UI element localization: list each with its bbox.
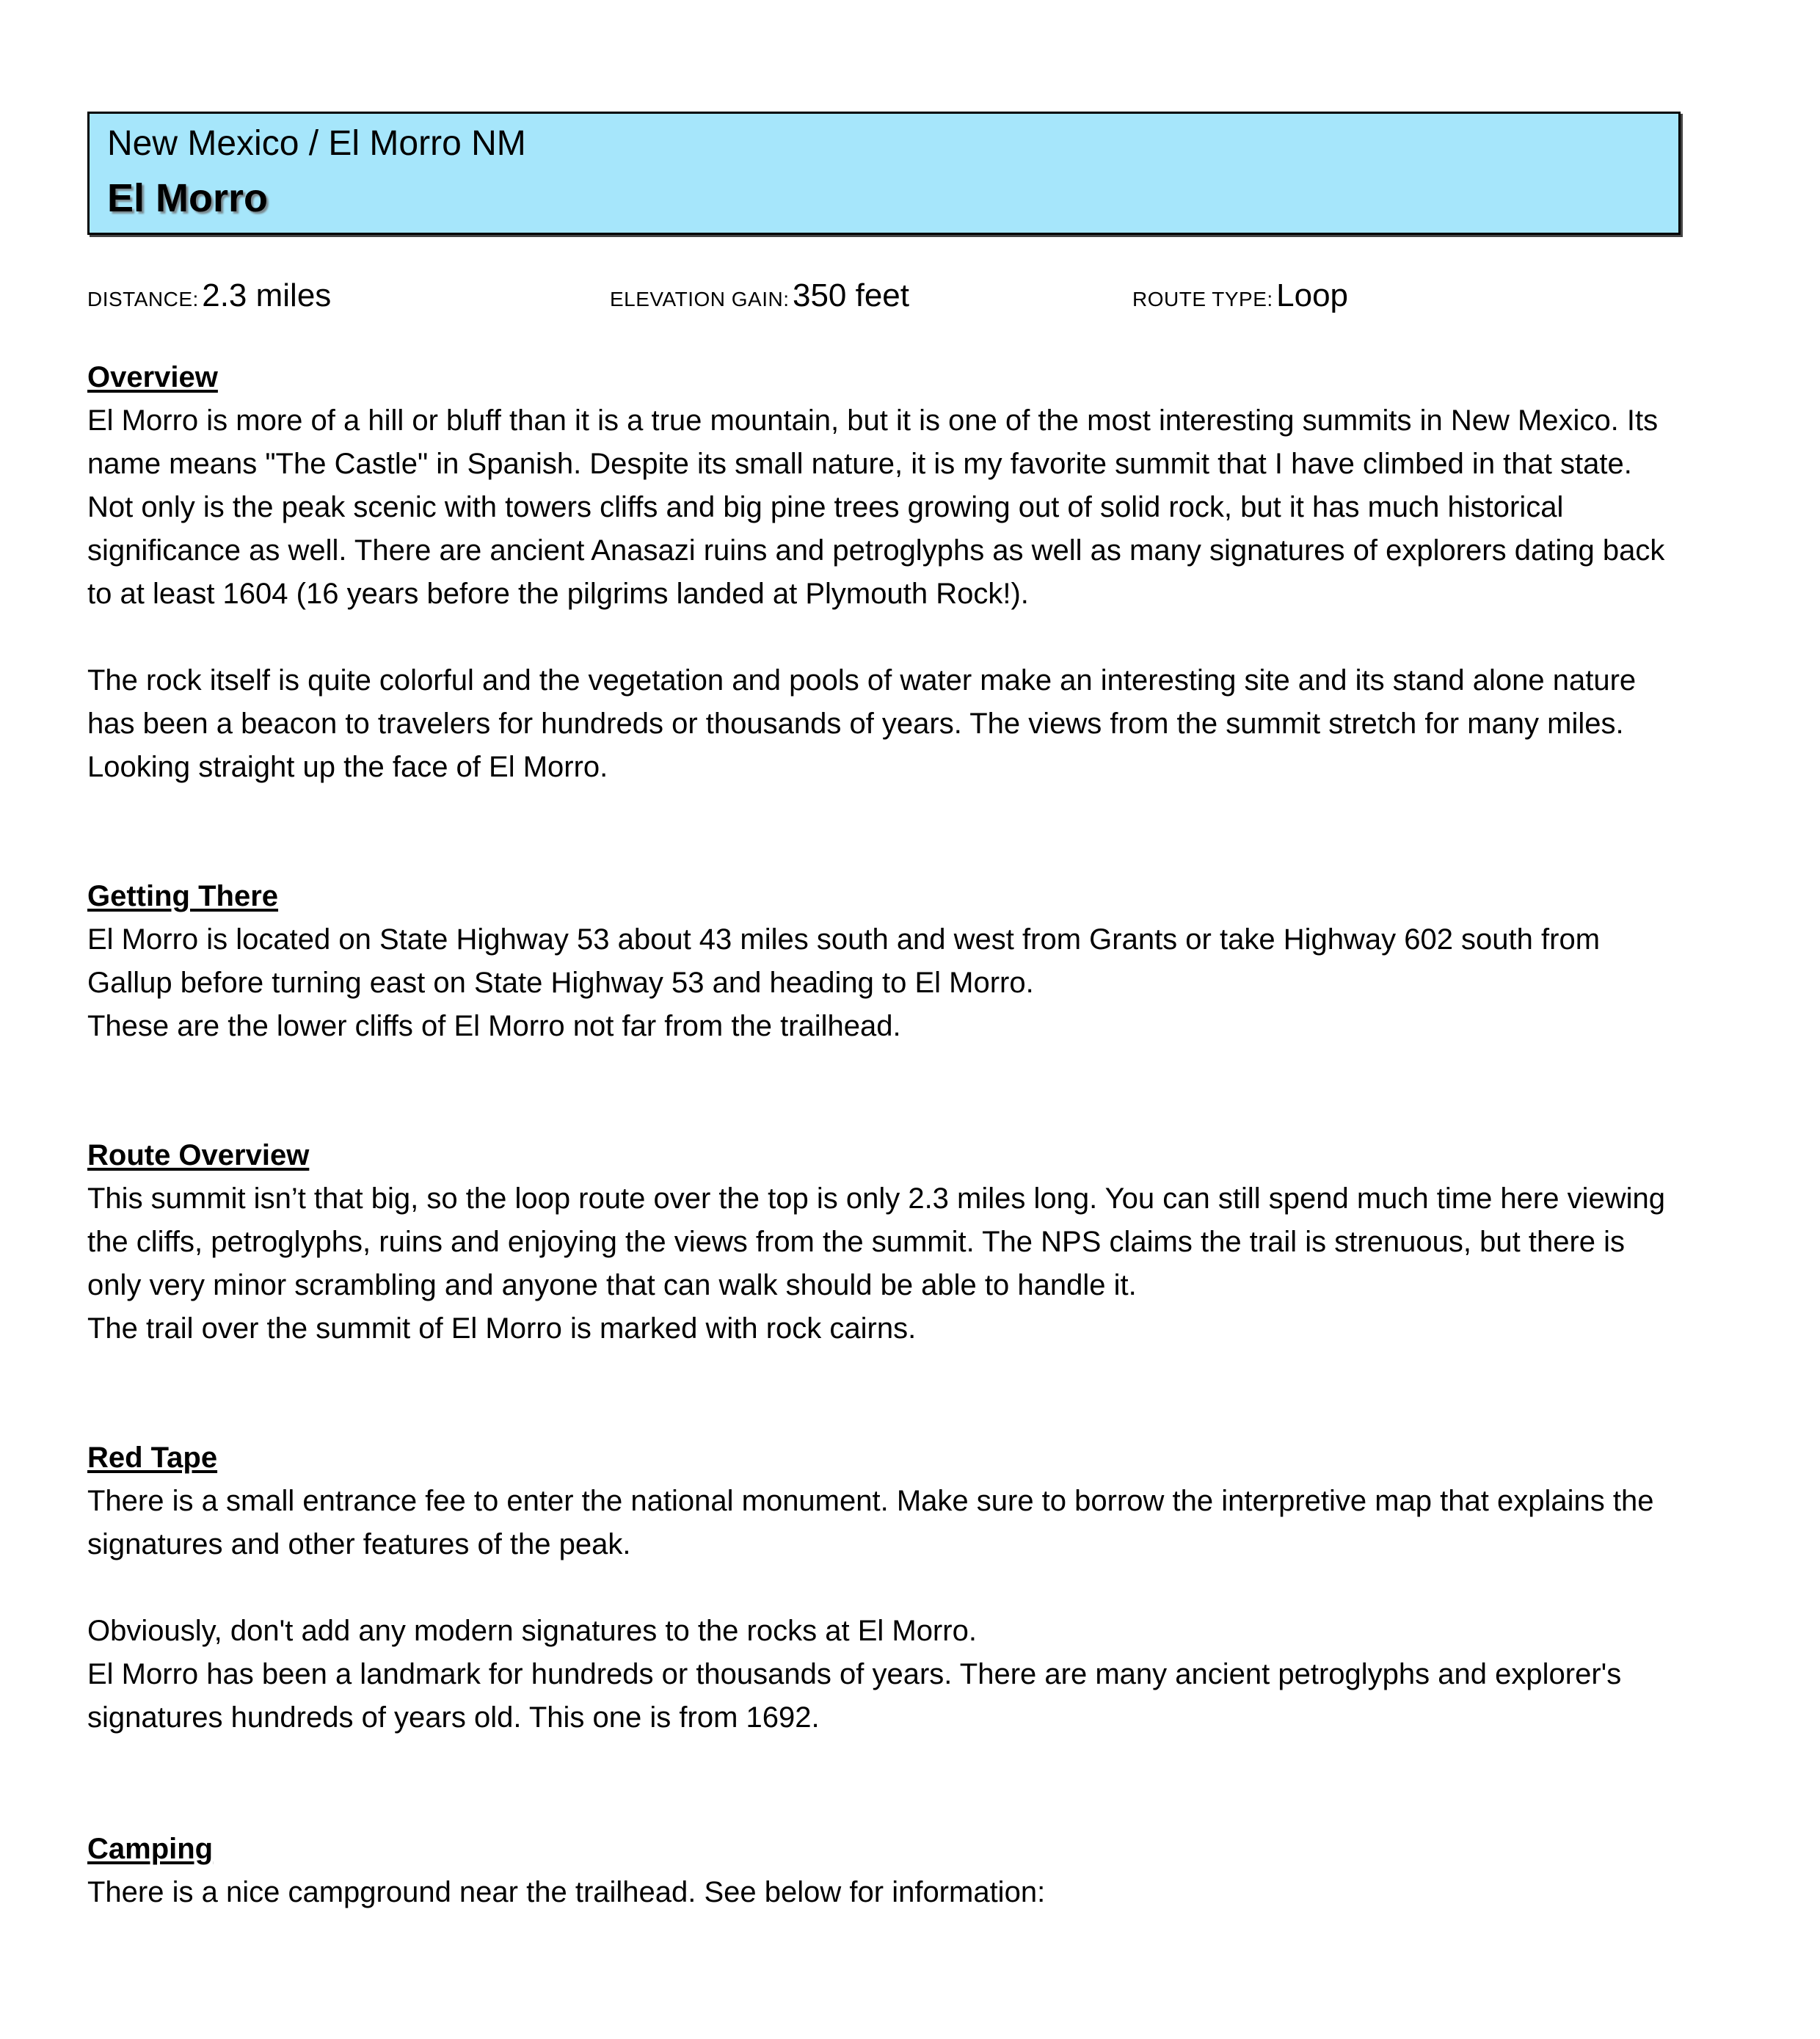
region-breadcrumb: New Mexico / El Morro NM (107, 124, 526, 163)
text-line: The trail over the summit of El Morro is marked with rock cairns. (87, 1312, 917, 1345)
section-heading-overview: Overview (87, 361, 218, 393)
stat-elevation (610, 277, 909, 314)
text-line: The rock itself is quite colorful and the vegetation and pools of water make an interesting site and its stand alone nature (87, 664, 1637, 697)
red-tape-paragraph-2 (87, 1610, 1753, 1740)
trail-stats (87, 277, 1702, 321)
elevation-label: ELEVATION GAIN: (610, 288, 790, 310)
route-overview-paragraph (87, 1177, 1753, 1351)
text-line: to at least 1604 (16 years before the pilgrims landed at Plymouth Rock!). (87, 578, 1029, 610)
text-line: Gallup before turning east on State Highway 53 and heading to El Morro. (87, 967, 1034, 999)
section-route-overview (87, 1134, 1753, 1351)
text-line: El Morro has been a landmark for hundreds or thousands of years. There are many ancient petroglyphs and explorer's (87, 1658, 1622, 1690)
overview-paragraph-2 (87, 659, 1753, 789)
section-heading-red-tape: Red Tape (87, 1442, 218, 1474)
section-camping (87, 1828, 1753, 1914)
distance-value: 2.3 miles (202, 277, 332, 313)
text-line: El Morro is located on State Highway 53 about 43 miles south and west from Grants or take Highway 602 south from (87, 923, 1601, 956)
camping-paragraph (87, 1871, 1753, 1914)
distance-label: DISTANCE: (87, 288, 199, 310)
section-getting-there (87, 875, 1753, 1048)
text-line: Not only is the peak scenic with towers cliffs and big pine trees growing out of solid rock, but it has much historical (87, 491, 1564, 523)
text-line: Looking straight up the face of El Morro. (87, 751, 608, 783)
elevation-value: 350 feet (792, 277, 909, 313)
stat-distance (87, 277, 331, 314)
stat-route-type (1132, 277, 1348, 314)
text-line: signatures and other features of the peak. (87, 1528, 631, 1560)
title-banner (87, 112, 1681, 235)
section-red-tape (87, 1436, 1753, 1740)
text-line: name means "The Castle" in Spanish. Despite its small nature, it is my favorite summit that I have climbed in that state. (87, 448, 1632, 480)
section-heading-camping: Camping (87, 1833, 214, 1865)
page-title: El Morro (107, 176, 269, 220)
overview-paragraph-1 (87, 399, 1753, 616)
route-type-label: ROUTE TYPE: (1132, 288, 1273, 310)
text-line: There is a small entrance fee to enter the national monument. Make sure to borrow the interpretive map that explains the (87, 1485, 1654, 1517)
section-heading-route-overview: Route Overview (87, 1139, 310, 1171)
text-line: These are the lower cliffs of El Morro not far from the trailhead. (87, 1010, 901, 1042)
text-line: only very minor scrambling and anyone that can walk should be able to handle it. (87, 1269, 1137, 1301)
section-overview (87, 356, 1753, 789)
text-line: the cliffs, petroglyphs, ruins and enjoying the views from the summit. The NPS claims the trail is strenuous, but there is (87, 1226, 1626, 1258)
text-line: has been a beacon to travelers for hundreds or thousands of years. The views from the summit stretch for many miles. (87, 708, 1624, 740)
section-heading-getting-there: Getting There (87, 880, 279, 912)
text-line: signatures hundreds of years old. This one is from 1692. (87, 1701, 820, 1734)
text-line: significance as well. There are ancient Anasazi ruins and petroglyphs as well as many signatures of explorers dating back (87, 534, 1665, 567)
text-line: This summit isn’t that big, so the loop route over the top is only 2.3 miles long. You can still spend much time here viewing (87, 1182, 1665, 1215)
route-type-value: Loop (1276, 277, 1349, 313)
text-line: Obviously, don't add any modern signatures to the rocks at El Morro. (87, 1615, 977, 1647)
red-tape-paragraph-1 (87, 1480, 1753, 1566)
getting-there-paragraph (87, 918, 1753, 1048)
text-line: There is a nice campground near the trailhead. See below for information: (87, 1876, 1046, 1908)
text-line: El Morro is more of a hill or bluff than it is a true mountain, but it is one of the most interesting summits in New Mexico. Its (87, 404, 1659, 437)
